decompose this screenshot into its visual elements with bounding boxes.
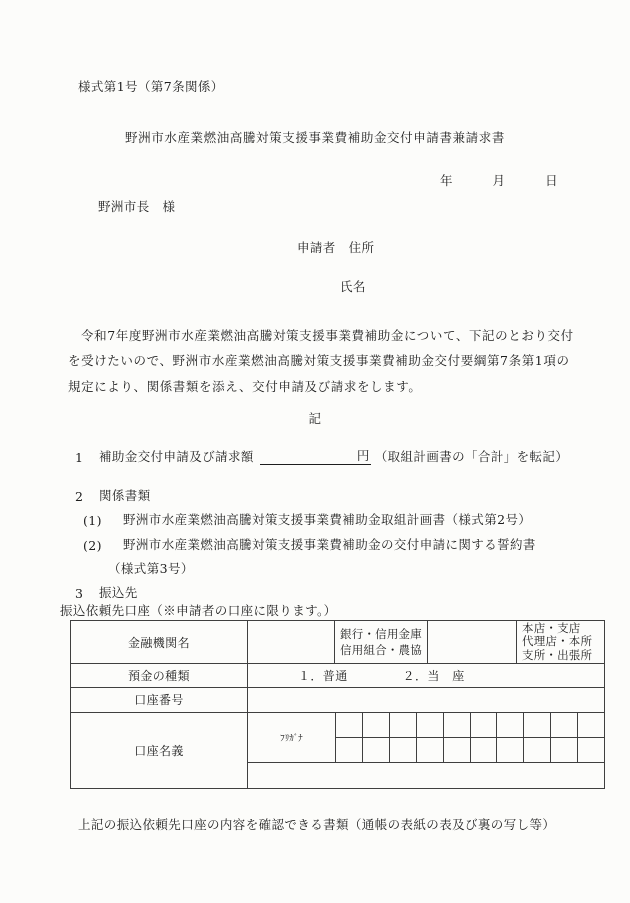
account-holder-row [71,712,604,788]
account-holder-area [247,713,604,788]
item2-sub2-number: (2) [83,538,102,553]
furigana-box-cell[interactable] [523,713,550,737]
item2-sub2-row [83,535,536,553]
date-month-label: 月 [492,173,506,188]
item2-number: 2 [75,489,84,504]
record-mark: 記 [308,411,322,426]
account-number-label: 口座番号 [134,693,184,708]
footer-note: 上記の振込依頼先口座の内容を確認できる書類（通帳の表紙の表及び裏の写し等） [78,817,556,832]
furigana-box-cell[interactable] [577,713,604,737]
item1-number: 1 [75,450,84,465]
furigana-box-grid [335,713,604,762]
account-number-field[interactable] [247,688,604,712]
applicant-address-label: 申請者 住所 [297,240,375,255]
furigana-box-cell[interactable] [470,738,497,762]
furigana-label: ﾌﾘｶﾞﾅ [280,734,303,745]
date-day-label: 日 [545,173,558,188]
institution-type-line-2: 信用組合・農協 [340,643,422,658]
furigana-box-row [336,713,604,737]
date-line [440,171,558,189]
item1-label: 補助金交付申請及び請求額 [99,449,254,464]
furigana-box-cell[interactable] [523,738,550,762]
account-number-row [71,687,604,712]
amount-blank-field[interactable] [260,449,356,465]
deposit-type-options[interactable] [247,664,604,687]
furigana-box-cell[interactable] [470,713,497,737]
furigana-box-cell[interactable] [362,738,389,762]
furigana-box-cell[interactable] [550,738,577,762]
furigana-box-cell[interactable] [550,713,577,737]
item2-row [75,486,151,504]
financial-institution-label: 金融機関名 [127,635,190,650]
item3-number: 3 [75,586,84,601]
bank-transfer-table [70,620,605,789]
furigana-box-cell[interactable] [389,713,416,737]
furigana-box-cell[interactable] [496,738,523,762]
deposit-type-row [71,663,604,687]
branch-type-cell [516,621,604,663]
branch-type-line-1: 本店・支店 [522,620,581,635]
item2-label: 関係書類 [99,488,151,503]
branch-name-field[interactable] [427,621,516,663]
institution-type-cell [334,621,427,663]
bank-table-caption: 振込依頼先口座（※申請者の口座に限ります。） [60,603,337,618]
body-line-1: 令和7年度野洲市水産業燃油高騰対策支援事業費補助金について、下記のとおり交付 [81,328,574,343]
date-year-label: 年 [440,173,453,188]
item1-note: （取組計画書の「合計」を転記） [374,449,569,464]
item2-sub1-row [83,510,531,528]
page-title: 野洲市水産業燃油高騰対策支援事業費補助金交付申請書兼請求書 [125,130,505,145]
furigana-box-cell[interactable] [443,738,470,762]
branch-type-line-2: 代理店・本所 [522,634,593,649]
addressee: 野洲市長 様 [98,199,176,214]
deposit-type-label: 預金の種類 [127,668,190,683]
applicant-name-label: 氏名 [340,279,366,294]
item2-sub1-number: (1) [83,513,102,528]
financial-institution-name-field[interactable] [247,621,334,663]
furigana-box-cell[interactable] [389,738,416,762]
item1-row [75,446,568,465]
furigana-box-cell[interactable] [416,713,443,737]
branch-type-line-3: 支所・出張所 [522,647,593,662]
furigana-box-cell[interactable] [336,713,362,737]
financial-institution-row [71,621,604,663]
furigana-box-cell[interactable] [336,738,362,762]
furigana-strip [248,713,604,762]
item2-sub2-form-number: （様式第3号） [108,561,194,576]
form-number: 様式第1号（第7条関係） [78,79,224,94]
furigana-box-cell[interactable] [577,738,604,762]
body-line-3: 規定により、関係書類を添え、交付申請及び請求をします。 [68,379,422,394]
institution-type-line-1: 銀行・信用金庫 [340,627,422,642]
furigana-box-row [336,737,604,762]
furigana-box-cell[interactable] [443,713,470,737]
furigana-box-cell[interactable] [362,713,389,737]
body-line-2: を受けたいので、野洲市水産業燃油高騰対策支援事業費補助金交付要綱第7条第1項の [68,353,570,368]
account-holder-name-field[interactable] [248,762,604,788]
item2-sub2-text: 野洲市水産業燃油高騰対策支援事業費補助金の交付申請に関する誓約書 [123,537,536,552]
furigana-box-cell[interactable] [416,738,443,762]
deposit-option-current[interactable]: ２．当 座 [402,668,465,683]
item3-row [75,583,138,601]
item1-unit: 円 [356,448,370,463]
deposit-option-ordinary[interactable]: １．普通 [298,668,348,683]
account-holder-label: 口座名義 [134,744,184,759]
furigana-box-cell[interactable] [496,713,523,737]
item3-label: 振込先 [99,585,138,600]
item2-sub1-text: 野洲市水産業燃油高騰対策支援事業費補助金取組計画書（様式第2号） [123,512,532,527]
